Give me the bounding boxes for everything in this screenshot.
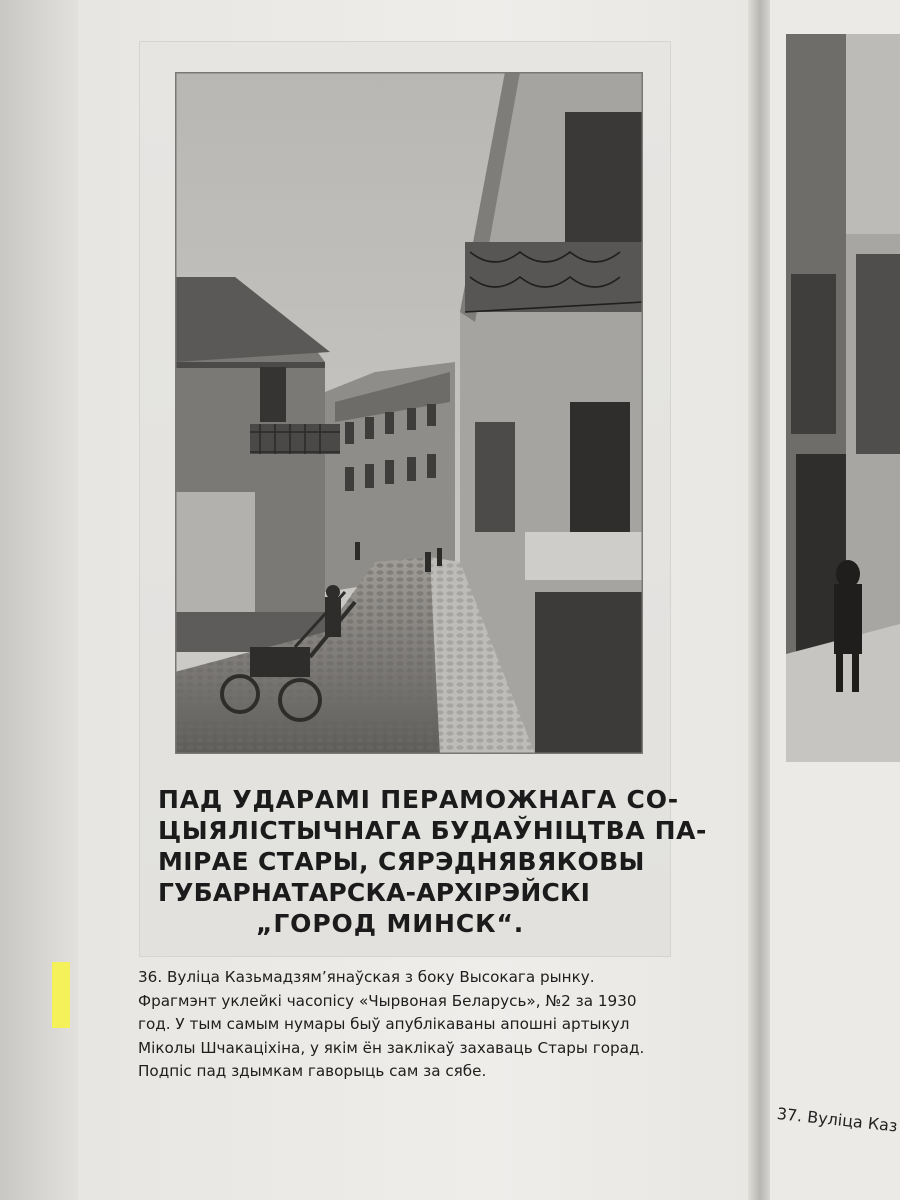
clipping-headline	[158, 784, 708, 939]
caption-line: Подпіс пад здымкам гаворыць сам за сябе.	[138, 1062, 487, 1081]
caption-line: 36. Вуліца Казьмадзям’янаўская з боку Высокага рынку.	[138, 968, 595, 986]
figure-caption	[138, 966, 678, 1084]
headline-line: МІРАЕ СТАРЫ, СЯРЭДНЯВЯКОВЫ	[158, 847, 645, 876]
street-photo	[175, 72, 643, 754]
right-page-caption: 37. Вуліца Каз	[776, 1104, 899, 1136]
highlight-marker	[52, 962, 70, 1028]
caption-line: Міколы Шчакаціхіна, у якім ён заклікаў захаваць Стары горад.	[138, 1038, 645, 1057]
right-page-photo	[786, 34, 900, 762]
headline-line: „ГОРОД МИНСК“.	[256, 909, 525, 938]
headline-line: ПАД УДАРАМІ ПЕРАМОЖНАГА СО-	[158, 785, 679, 814]
caption-line: Фрагмэнт уклейкі часопісу «Чырвоная Беларусь», №2 за 1930	[138, 991, 637, 1010]
headline-line: ЦЫЯЛІСТЫЧНАГА БУДАЎНІЦТВА ПА-	[158, 816, 708, 845]
headline-line: ГУБАРНАТАРСКА-АРХІРЭЙСКІ	[158, 878, 591, 907]
book-gutter	[748, 0, 770, 1200]
caption-line: год. У тым самым нумары быў апублікаваны апошні артыкул	[138, 1015, 630, 1034]
